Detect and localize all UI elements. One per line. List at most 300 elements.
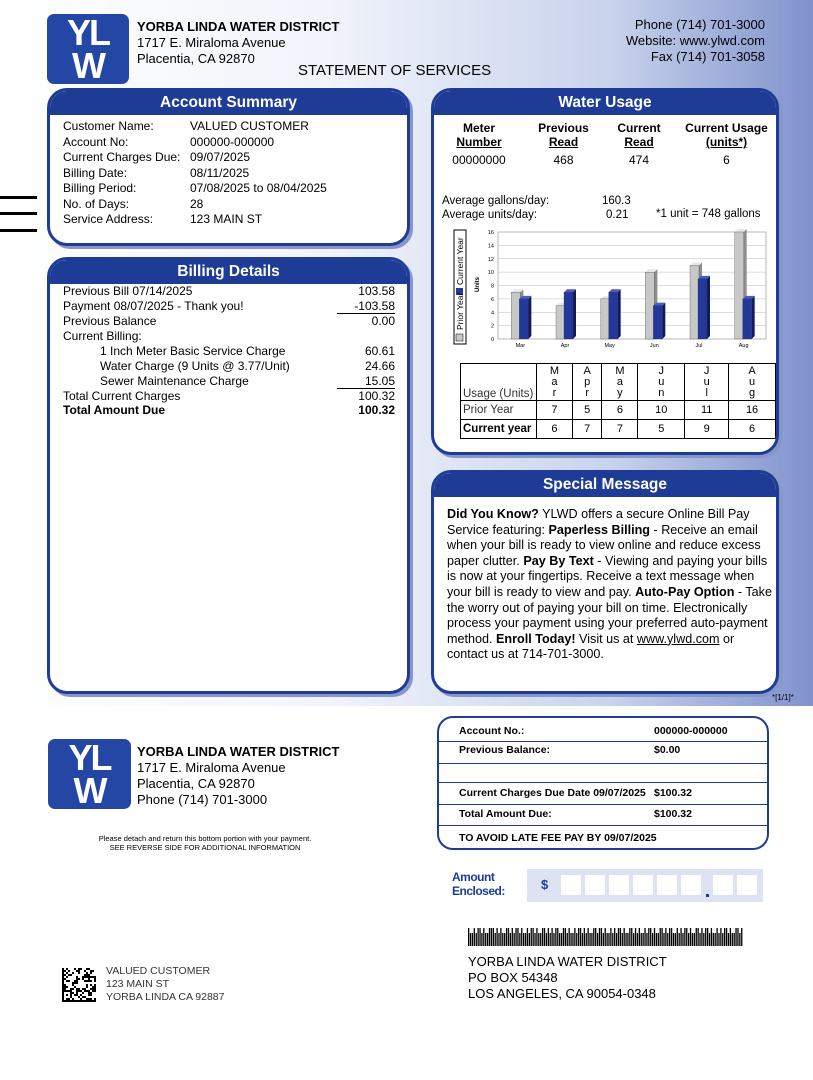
qr-module <box>66 998 68 1000</box>
barcode-bar <box>544 928 545 946</box>
barcode-bar <box>508 928 509 946</box>
account-summary-label: Service Address: <box>63 212 154 226</box>
qr-module <box>76 982 78 984</box>
qr-module <box>78 990 80 992</box>
qr-module <box>68 970 70 972</box>
qr-module <box>90 1000 92 1002</box>
barcode-bar <box>502 933 503 946</box>
qr-module <box>62 998 64 1000</box>
qr-module <box>78 996 80 998</box>
x-tick-label: Aug <box>738 343 749 349</box>
qr-module <box>70 990 72 992</box>
qr-module <box>94 978 96 980</box>
decimal-point <box>706 894 709 897</box>
account-summary-label: Customer Name: <box>63 119 154 133</box>
qr-module <box>72 972 74 974</box>
qr-module <box>76 978 78 980</box>
unit-note: *1 unit = 748 gallons <box>656 208 761 220</box>
barcode-bar <box>474 928 475 946</box>
qr-module <box>70 992 72 994</box>
qr-module <box>64 974 66 976</box>
account-summary-title: Account Summary <box>50 91 407 115</box>
y-tick-label: 0 <box>490 337 494 343</box>
customer-street: 123 MAIN ST <box>106 978 170 990</box>
account-summary-value: 08/11/2025 <box>190 165 250 180</box>
remit-city: LOS ANGELES, CA 90054-0348 <box>468 986 656 1001</box>
qr-module <box>92 988 94 990</box>
stub-account-label: Account No.: <box>459 725 525 737</box>
bar-prior-year <box>601 299 610 339</box>
barcode-bar <box>512 928 513 946</box>
billing-line-label: Total Amount Due <box>63 403 165 417</box>
barcode-bar <box>612 933 613 946</box>
qr-module <box>74 980 76 982</box>
qr-module <box>88 994 90 996</box>
barcode-bar <box>660 928 661 946</box>
barcode-bar <box>591 933 592 946</box>
qr-module <box>90 984 92 986</box>
barcode-bar <box>523 933 524 946</box>
barcode-bar <box>557 928 558 946</box>
stub-late-fee: TO AVOID LATE FEE PAY BY 09/07/2025 <box>459 832 657 844</box>
qr-module <box>72 998 74 1000</box>
qr-module <box>88 998 90 1000</box>
qr-module <box>76 988 78 990</box>
current-value: 7 <box>602 420 638 439</box>
qr-module <box>86 972 88 974</box>
account-summary-label: Account No: <box>63 134 129 149</box>
qr-module <box>84 970 86 972</box>
barcode-bar <box>673 933 674 946</box>
barcode-bar <box>728 933 729 946</box>
barcode-bar <box>610 928 611 946</box>
qr-module <box>86 980 88 982</box>
qr-module <box>78 1000 80 1002</box>
qr-module <box>84 974 86 976</box>
bar-current-year <box>609 292 618 339</box>
barcode-bar <box>595 928 596 946</box>
x-tick-label: May <box>604 343 615 349</box>
usage-table-header-label: Usage (Units) <box>461 364 537 401</box>
barcode-bar <box>481 933 482 946</box>
qr-module <box>76 1000 78 1002</box>
barcode-bar <box>677 928 678 946</box>
qr-module <box>88 978 90 980</box>
account-summary-value: 09/07/2025 <box>190 150 251 164</box>
current-value: 5 <box>638 420 685 439</box>
qr-module <box>62 988 64 990</box>
barcode-bar <box>477 928 478 946</box>
x-tick-label: Mar <box>515 343 526 349</box>
qr-module <box>94 998 96 1000</box>
avg-gallons-label: Average gallons/day: <box>442 195 550 207</box>
qr-module <box>82 978 84 980</box>
barcode-bar <box>686 928 687 946</box>
amount-digit-box[interactable] <box>681 875 701 895</box>
water-usage-panel <box>431 88 779 455</box>
qr-module <box>66 986 68 988</box>
amount-digit-box[interactable] <box>585 875 605 895</box>
customer-name: VALUED CUSTOMER <box>106 965 211 977</box>
qr-module <box>62 986 64 988</box>
qr-module <box>88 1000 90 1002</box>
barcode-bar <box>550 933 551 946</box>
barcode-bar <box>489 928 490 946</box>
y-tick-label: 16 <box>487 230 494 236</box>
qr-module <box>72 1000 74 1002</box>
barcode-bar <box>646 933 647 946</box>
account-summary-panel <box>47 88 410 246</box>
company-website: Website: www.ylwd.com <box>625 33 765 48</box>
remit-name: YORBA LINDA WATER DISTRICT <box>468 954 667 969</box>
barcode-bar <box>697 928 698 946</box>
qr-module <box>82 1000 84 1002</box>
barcode-bar <box>737 928 738 946</box>
qr-module <box>64 1000 66 1002</box>
ylwd-logo-stub: YL W <box>48 739 131 809</box>
prior-year-label: Prior Year <box>461 401 537 420</box>
qr-module <box>76 994 78 996</box>
qr-module <box>78 972 80 974</box>
barcode-bar <box>620 928 621 946</box>
barcode-bar <box>726 928 727 946</box>
qr-module <box>66 976 68 978</box>
bar-current-year <box>519 299 528 339</box>
barcode-bar <box>517 928 518 946</box>
bar-prior-year <box>511 292 520 339</box>
qr-module <box>88 976 90 978</box>
usage-month-mar: M a r <box>537 364 573 401</box>
barcode-bar <box>701 928 702 946</box>
barcode-bar <box>519 933 520 946</box>
billing-line-amount: -103.58 <box>337 299 395 314</box>
barcode-bar <box>682 933 683 946</box>
account-summary-value: 28 <box>190 196 204 211</box>
qr-module <box>74 1000 76 1002</box>
barcode-bar <box>724 928 725 946</box>
barcode-bar <box>534 933 535 946</box>
barcode-bar <box>495 933 496 946</box>
qr-module <box>62 980 64 982</box>
qr-module <box>64 970 66 972</box>
usage-month-aug: A u g <box>729 364 776 401</box>
special-message-text: Did You Know? YLWD offers a secure Online Bill Pay Service featuring: Paperless Billing - Receive an email when your bill is ready to view online and reduce excess paper clutter. Pay By Text - Viewing and paying your bills is now at your fingertips. Receive a text message when your bill is ready to view and pay. Auto-Pay Option - Take the worry out of paying your bill on time. Electronically process your payment using your preferred auto-payment method. Enroll Today! Visit us at www.ylwd.com or contact us at 714-701-3000. <box>447 507 772 662</box>
prior-value: 6 <box>602 401 638 420</box>
barcode-bar <box>699 933 700 946</box>
bar-current-year <box>564 292 573 339</box>
bar-side <box>528 296 531 339</box>
barcode-bar <box>565 928 566 946</box>
website-link[interactable]: www.ylwd.com <box>636 631 720 646</box>
stub-due-label: Current Charges Due Date 09/07/2025 <box>459 787 646 799</box>
stub-total-value: $100.32 <box>654 808 692 820</box>
barcode-bar <box>608 933 609 946</box>
qr-module <box>86 984 88 986</box>
qr-module <box>76 990 78 992</box>
amount-digit-box[interactable] <box>657 875 677 895</box>
stub-prev-label: Previous Balance: <box>459 744 551 756</box>
y-tick-label: 6 <box>490 296 494 303</box>
bar-side <box>707 276 710 339</box>
account-summary-value: 000000-000000 <box>190 134 275 149</box>
qr-module <box>70 988 72 990</box>
qr-module <box>94 986 96 988</box>
barcode-bar <box>472 933 473 946</box>
barcode-bar <box>633 933 634 946</box>
account-summary-value: 123 MAIN ST <box>190 212 263 226</box>
barcode-bar <box>622 933 623 946</box>
meter-number-header: Meter Number <box>456 121 502 149</box>
dollar-sign: $ <box>541 877 549 892</box>
qr-module <box>86 968 88 970</box>
amount-digit-box[interactable] <box>737 875 757 895</box>
avg-units-label: Average units/day: <box>442 209 538 221</box>
qr-module <box>84 976 86 978</box>
qr-module <box>94 988 96 990</box>
barcode-bar <box>574 928 575 946</box>
billing-line-label: Previous Balance <box>63 314 157 328</box>
prior-value: 11 <box>685 401 729 420</box>
barcode-bar <box>734 933 735 946</box>
prior-value: 5 <box>572 401 601 420</box>
qr-module <box>92 986 94 988</box>
qr-module <box>70 1000 72 1002</box>
page-marker: *[1/1]* <box>772 693 794 702</box>
barcode-bar <box>551 928 552 946</box>
usage-table-header-row <box>461 364 776 401</box>
bar-current-year <box>698 279 707 339</box>
qr-module <box>94 976 96 978</box>
amount-digit-box[interactable] <box>609 875 629 895</box>
barcode-bar <box>730 928 731 946</box>
qr-module <box>72 982 74 984</box>
qr-module <box>74 968 76 970</box>
barcode-bar <box>718 933 719 946</box>
qr-module <box>92 970 94 972</box>
billing-line-amount: 24.66 <box>364 359 395 373</box>
barcode-bar <box>531 928 532 946</box>
barcode-bar <box>648 928 649 946</box>
billing-line-amount: 15.05 <box>337 374 395 389</box>
barcode-bar <box>485 933 486 946</box>
qr-module <box>90 998 92 1000</box>
qr-module <box>62 984 64 986</box>
special-message-panel <box>431 470 779 694</box>
stub-prev-value: $0.00 <box>654 744 681 756</box>
barcode-bar <box>606 933 607 946</box>
amount-digit-box[interactable] <box>561 875 581 895</box>
bar-side <box>752 296 755 339</box>
amount-enclosed-field[interactable] <box>527 869 763 902</box>
meter-number-value: 00000000 <box>452 153 506 167</box>
postal-barcode <box>468 928 743 946</box>
payment-summary-box <box>437 716 769 850</box>
barcode-bar <box>603 933 604 946</box>
barcode-bar <box>694 933 695 946</box>
qr-module <box>78 968 80 970</box>
barcode-bar <box>656 933 657 946</box>
legend-label-current: Current Year <box>455 237 465 285</box>
barcode-bar <box>675 933 676 946</box>
usage-month-jun: J u n <box>638 364 685 401</box>
current-year-label: Current year <box>461 420 537 439</box>
avg-gallons-value: 160.3 <box>602 195 631 207</box>
qr-module <box>64 988 66 990</box>
qr-module <box>64 978 66 980</box>
qr-module <box>70 994 72 996</box>
bar-current-year <box>653 306 662 339</box>
qr-module <box>78 988 80 990</box>
current-value: 6 <box>537 420 573 439</box>
stub-address-2: Placentia, CA 92870 <box>137 776 255 791</box>
legend-label-prior: Prior Year <box>455 292 465 330</box>
qr-module <box>84 980 86 982</box>
current-value: 9 <box>685 420 729 439</box>
qr-module <box>88 990 90 992</box>
qr-module <box>86 990 88 992</box>
stub-address-1: 1717 E. Miraloma Avenue <box>137 760 286 775</box>
barcode-bar <box>542 928 543 946</box>
barcode-bar <box>570 933 571 946</box>
qr-module <box>74 986 76 988</box>
barcode-bar <box>506 928 507 946</box>
barcode-bar <box>576 933 577 946</box>
legend-swatch-prior <box>456 334 463 341</box>
qr-module <box>80 998 82 1000</box>
qr-module <box>94 1000 96 1002</box>
bar-prior-year <box>690 265 699 339</box>
y-tick-label: 10 <box>487 270 494 277</box>
y-tick-label: 12 <box>487 256 494 263</box>
barcode-bar <box>553 933 554 946</box>
usage-table-current-row <box>461 420 776 439</box>
bar-prior-year <box>556 306 565 339</box>
barcode-bar <box>739 933 740 946</box>
barcode-bar <box>703 933 704 946</box>
barcode-bar <box>563 928 564 946</box>
bar-side <box>662 303 665 339</box>
qr-module <box>80 994 82 996</box>
barcode-bar <box>572 933 573 946</box>
qr-module <box>66 972 68 974</box>
ylwd-logo: YL W <box>47 14 129 84</box>
qr-module <box>64 986 66 988</box>
qr-module <box>92 1000 94 1002</box>
barcode-bar <box>614 928 615 946</box>
divider <box>439 825 767 826</box>
usage-month-jul: J u l <box>685 364 729 401</box>
amount-digit-box[interactable] <box>633 875 653 895</box>
qr-module <box>62 970 64 972</box>
prior-value: 10 <box>638 401 685 420</box>
billing-line-label: Payment 08/07/2025 - Thank you! <box>63 299 244 313</box>
y-tick-label: 14 <box>487 243 494 250</box>
barcode-bar <box>715 933 716 946</box>
qr-module <box>62 992 64 994</box>
barcode-bar <box>580 928 581 946</box>
qr-module <box>62 972 64 974</box>
qr-module <box>62 996 64 998</box>
y-tick-label: 4 <box>490 310 494 317</box>
margin-mark <box>0 196 37 199</box>
x-tick-label: Jun <box>649 343 659 349</box>
billing-line-label: Water Charge (9 Units @ 3.77/Unit) <box>100 359 290 373</box>
qr-module <box>66 980 68 982</box>
qr-module <box>90 976 92 978</box>
barcode-bar <box>716 928 717 946</box>
barcode-bar <box>569 928 570 946</box>
barcode-bar <box>536 928 537 946</box>
account-summary-value: VALUED CUSTOMER <box>190 119 309 133</box>
billing-line-label: Previous Bill 07/14/2025 <box>63 284 193 298</box>
previous-read-value: 468 <box>553 153 574 167</box>
usage-table <box>460 363 776 439</box>
qr-module <box>80 1000 82 1002</box>
barcode-bar <box>618 928 619 946</box>
special-message-title: Special Message <box>434 473 776 497</box>
divider <box>439 763 767 764</box>
barcode-bar <box>605 928 606 946</box>
qr-module <box>84 988 86 990</box>
current-value: 7 <box>572 420 601 439</box>
barcode-bar <box>720 928 721 946</box>
barcode-bar <box>663 933 664 946</box>
barcode-bar <box>625 933 626 946</box>
billing-line-amount: 60.61 <box>364 344 395 358</box>
barcode-bar <box>584 928 585 946</box>
barcode-bar <box>476 933 477 946</box>
barcode-bar <box>680 928 681 946</box>
barcode-bar <box>641 933 642 946</box>
qr-module <box>64 990 66 992</box>
amount-enclosed-label: Amount Enclosed: <box>452 870 505 898</box>
qr-module <box>66 1000 68 1002</box>
barcode-bar <box>601 928 602 946</box>
qr-module <box>90 980 92 982</box>
barcode-bar <box>642 933 643 946</box>
billing-line-amount: 100.32 <box>358 403 395 417</box>
barcode-bar <box>631 928 632 946</box>
barcode-bar <box>661 928 662 946</box>
billing-details-title: Billing Details <box>50 260 407 284</box>
barcode-bar <box>627 933 628 946</box>
qr-module <box>94 980 96 982</box>
billing-line-amount: 0.00 <box>371 314 395 328</box>
usage-table-prior-row <box>461 401 776 420</box>
qr-module <box>76 980 78 982</box>
qr-module <box>86 976 88 978</box>
qr-module <box>78 970 80 972</box>
qr-module <box>62 974 64 976</box>
qr-module <box>80 968 82 970</box>
barcode-bar <box>713 933 714 946</box>
account-summary-label: No. of Days: <box>63 196 130 211</box>
billing-line-label: Current Billing: <box>63 329 142 343</box>
barcode-bar <box>468 928 469 946</box>
barcode-bar <box>548 928 549 946</box>
qr-module <box>90 970 92 972</box>
qr-module <box>84 1000 86 1002</box>
barcode-bar <box>540 933 541 946</box>
qr-module <box>72 992 74 994</box>
qr-module <box>62 968 64 970</box>
margin-mark <box>0 212 37 215</box>
avg-units-value: 0.21 <box>606 209 629 221</box>
amount-digit-box[interactable] <box>713 875 733 895</box>
statement-title: STATEMENT OF SERVICES <box>298 62 492 79</box>
barcode-bar <box>635 928 636 946</box>
barcode-bar <box>637 933 638 946</box>
